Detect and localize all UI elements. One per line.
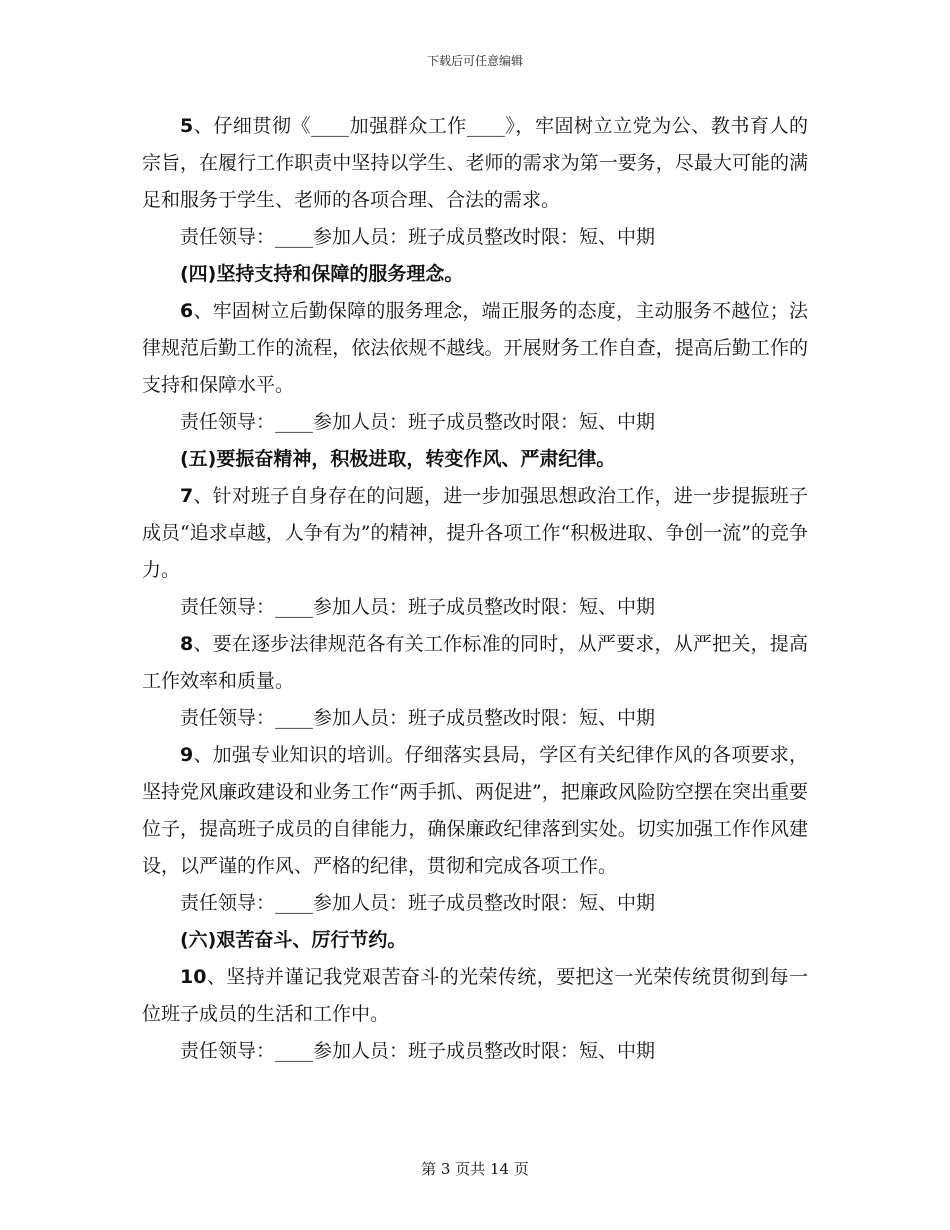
page-footer: 第 3 页共 14 页 — [421, 1160, 529, 1178]
item-number: 5 — [180, 115, 194, 137]
paragraph-6 — [142, 293, 808, 404]
paragraph-text: 、要在逐步法律规范各有关工作标准的同时，从严要求，从严把关，提高工作效率和质量。 — [142, 633, 808, 692]
responsibility-line: 责任领导：____参加人员：班子成员整改时限：短、中期 — [180, 411, 656, 433]
responsibility-line: 责任领导：____参加人员：班子成员整改时限：短、中期 — [180, 226, 656, 248]
paragraph-block — [142, 108, 808, 1070]
item-number: 9 — [180, 744, 194, 766]
responsibility-line: 责任领导：____参加人员：班子成员整改时限：短、中期 — [180, 596, 656, 618]
responsibility-line: 责任领导：____参加人员：班子成员整改时限：短、中期 — [180, 1040, 656, 1062]
paragraph-text: 、仔细贯彻《____加强群众工作____》，牢固树立立党为公、教书育人的宗旨，在履行工作职责中坚持以学生、老师的需求为第一要务，尽最大可能的满足和服务于学生、老师的各项合理、合法的需求。 — [142, 115, 808, 211]
paragraph-8 — [142, 626, 808, 700]
paragraph-9 — [142, 737, 808, 885]
responsibility-line: 责任领导：____参加人员：班子成员整改时限：短、中期 — [180, 707, 656, 729]
item-number: 6 — [180, 300, 194, 322]
item-number: 7 — [180, 485, 194, 507]
paragraph-text: 、牢固树立后勤保障的服务理念，端正服务的态度，主动服务不越位；法律规范后勤工作的流程，依法依规不越线。开展财务工作自查，提高后勤工作的支持和保障水平。 — [142, 300, 808, 396]
item-number: 10 — [180, 966, 207, 988]
paragraph-10 — [142, 959, 808, 1033]
section-heading-6: (六)艰苦奋斗、厉行节约。 — [180, 929, 407, 951]
paragraph-text: 、坚持并谨记我党艰苦奋斗的光荣传统，要把这一光荣传统贯彻到每一位班子成员的生活和工作中。 — [142, 966, 808, 1025]
paragraph-7 — [142, 478, 808, 589]
paragraph-5 — [142, 108, 808, 219]
document-body — [142, 108, 808, 1070]
item-number: 8 — [180, 633, 194, 655]
section-heading-5: (五)要振奋精神，积极进取，转变作风、严肃纪律。 — [180, 448, 616, 470]
section-heading-4: (四)坚持支持和保障的服务理念。 — [180, 263, 464, 285]
paragraph-text: 、针对班子自身存在的问题，进一步加强思想政治工作，进一步提振班子成员“追求卓越，人争有为”的精神，提升各项工作“积极进取、争创一流”的竞争力。 — [142, 485, 808, 581]
page-header: 下载后可任意编辑 — [426, 54, 523, 68]
responsibility-line: 责任领导：____参加人员：班子成员整改时限：短、中期 — [180, 892, 656, 914]
paragraph-text: 、加强专业知识的培训。仔细落实县局，学区有关纪律作风的各项要求，坚持党风廉政建设和业务工作“两手抓、两促进”，把廉政风险防空摆在突出重要位子，提高班子成员的自律能力，确保廉政纪律落到实处。切实加强工作作风建设，以严谨的作风、严格的纪律，贯彻和完成各项工作。 — [142, 744, 808, 877]
